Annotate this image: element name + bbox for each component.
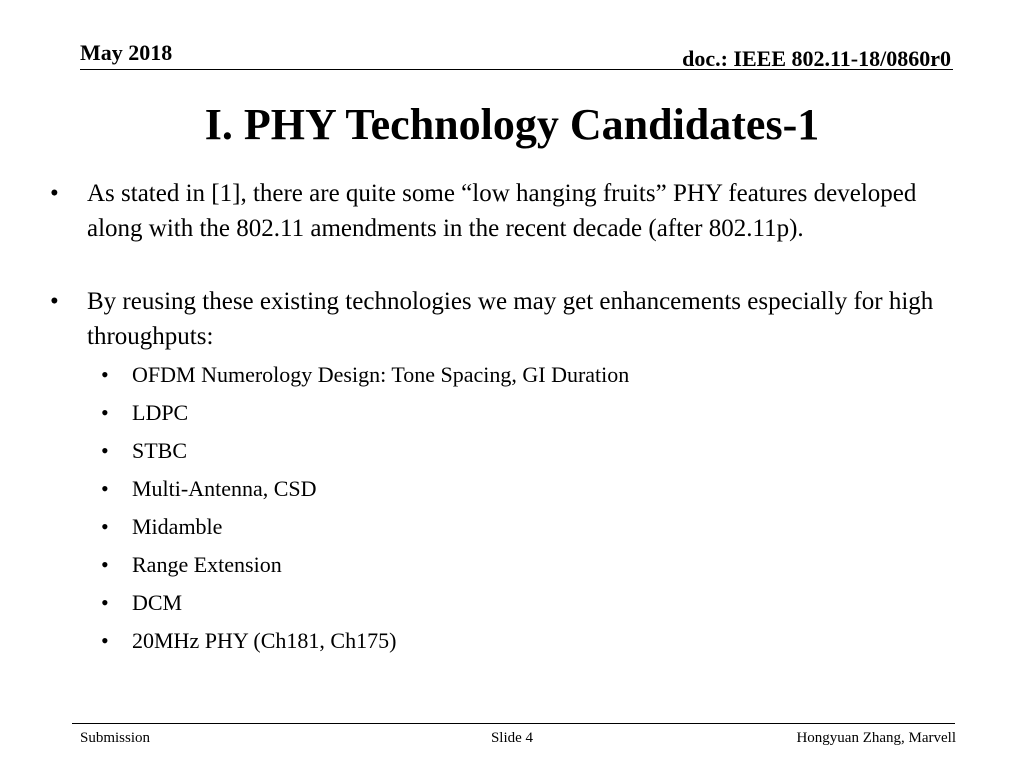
sub-bullet-text: OFDM Numerology Design: Tone Spacing, GI Duration <box>132 362 630 387</box>
bullet-text: As stated in [1], there are quite some “low hanging fruits” PHY features developed along with the 802.11 amendments in the recent decade (after 802.11p). <box>87 180 917 242</box>
footer-submission: Submission <box>80 730 151 746</box>
header-date: May 2018 <box>80 40 173 65</box>
bullet-icon: • <box>101 628 109 653</box>
slide-title: I. PHY Technology Candidates-1 <box>204 100 820 149</box>
bullet-text: By reusing these existing technologies we may get enhancements especially for high throughputs: <box>87 288 934 350</box>
sub-bullet-item <box>40 546 965 584</box>
sub-bullet-text: LDPC <box>132 400 189 425</box>
sub-bullet-item <box>40 508 965 546</box>
sub-bullet-item <box>40 584 965 622</box>
sub-bullet-item <box>40 394 965 432</box>
bullet-icon: • <box>101 476 109 501</box>
sub-bullet-text: DCM <box>132 590 183 615</box>
bullet-icon: • <box>101 514 109 539</box>
bullet-icon: • <box>101 552 109 577</box>
bullet-icon: • <box>50 180 59 207</box>
sub-bullet-text: Range Extension <box>132 552 282 577</box>
sub-bullet-text: Midamble <box>132 514 223 539</box>
bullet-icon: • <box>101 400 109 425</box>
sub-bullet-item <box>40 356 965 394</box>
bullet-icon: • <box>101 590 109 615</box>
bullet-item <box>40 176 965 246</box>
sub-bullet-text: STBC <box>132 438 188 463</box>
header-doc-id: doc.: IEEE 802.11-18/0860r0 <box>682 46 951 71</box>
sub-bullet-item <box>40 470 965 508</box>
bullet-icon: • <box>101 362 109 387</box>
sub-bullet-list <box>40 356 965 660</box>
slide-body <box>40 176 965 660</box>
header-divider <box>80 69 953 70</box>
bullet-icon: • <box>50 288 59 315</box>
sub-bullet-item <box>40 622 965 660</box>
footer-slide-number: Slide 4 <box>490 730 534 746</box>
footer-author: Hongyuan Zhang, Marvell <box>796 730 956 746</box>
sub-bullet-text: 20MHz PHY (Ch181, Ch175) <box>132 628 397 653</box>
bullet-icon: • <box>101 438 109 463</box>
footer-divider <box>72 723 955 724</box>
sub-bullet-text: Multi-Antenna, CSD <box>132 476 317 501</box>
sub-bullet-item <box>40 432 965 470</box>
bullet-item <box>40 284 965 354</box>
